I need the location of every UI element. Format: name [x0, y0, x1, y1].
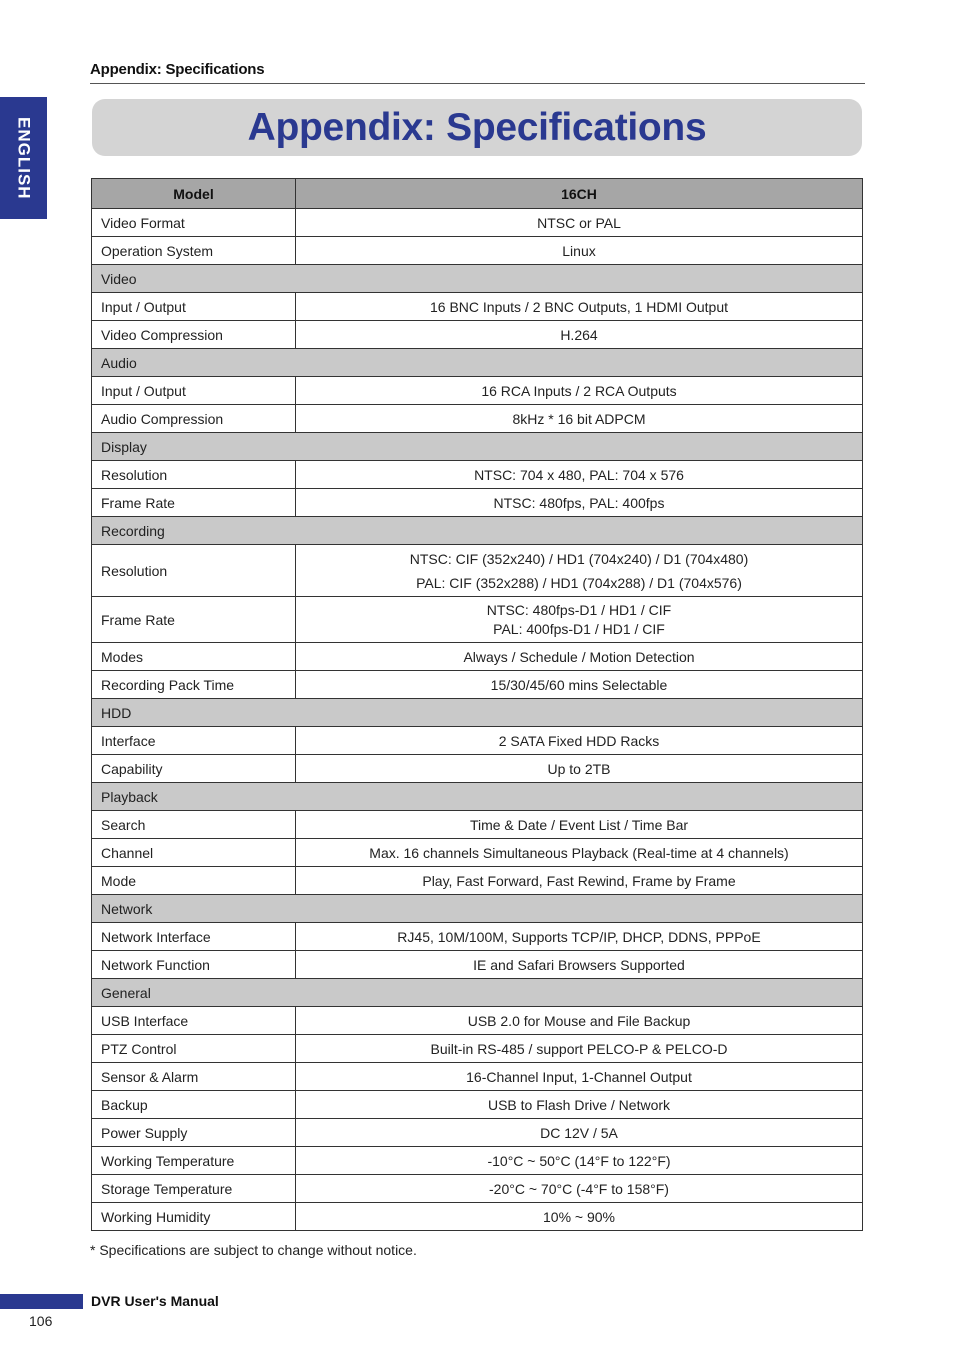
table-row: [92, 867, 863, 895]
spec-label: Operation System: [92, 237, 296, 265]
column-header-model: Model: [92, 179, 296, 209]
spec-label: Recording Pack Time: [92, 671, 296, 699]
spec-value: 2 SATA Fixed HDD Racks: [296, 727, 863, 755]
spec-value: RJ45, 10M/100M, Supports TCP/IP, DHCP, DDNS, PPPoE: [296, 923, 863, 951]
table-row: [92, 671, 863, 699]
table-row: [92, 755, 863, 783]
table-row: [92, 209, 863, 237]
spec-label: Network Interface: [92, 923, 296, 951]
section-title: Video: [92, 265, 863, 293]
spec-value: NTSC: 480fps, PAL: 400fps: [296, 489, 863, 517]
table-row: [92, 643, 863, 671]
spec-value-line: PAL: 400fps-D1 / HD1 / CIF: [493, 620, 665, 637]
spec-label: Network Function: [92, 951, 296, 979]
spec-value: NTSC or PAL: [296, 209, 863, 237]
section-header-row: [92, 699, 863, 727]
spec-label: Channel: [92, 839, 296, 867]
spec-label: Mode: [92, 867, 296, 895]
spec-label: Search: [92, 811, 296, 839]
table-row: [92, 839, 863, 867]
section-header-row: [92, 517, 863, 545]
spec-label: Storage Temperature: [92, 1175, 296, 1203]
spec-label: Resolution: [92, 461, 296, 489]
spec-value: [296, 597, 863, 643]
section-title: Network: [92, 895, 863, 923]
section-header-row: [92, 265, 863, 293]
spec-value: -10°C ~ 50°C (14°F to 122°F): [296, 1147, 863, 1175]
table-row: [92, 811, 863, 839]
spec-label: Capability: [92, 755, 296, 783]
footnote: * Specifications are subject to change without notice.: [90, 1242, 417, 1258]
page-title: Appendix: Specifications: [247, 105, 707, 149]
section-title: General: [92, 979, 863, 1007]
spec-value: 16 RCA Inputs / 2 RCA Outputs: [296, 377, 863, 405]
spec-label: Interface: [92, 727, 296, 755]
section-header-row: [92, 349, 863, 377]
section-header-row: [92, 895, 863, 923]
spec-value: 15/30/45/60 mins Selectable: [296, 671, 863, 699]
spec-value: 16-Channel Input, 1-Channel Output: [296, 1063, 863, 1091]
spec-label: Input / Output: [92, 293, 296, 321]
spec-value: Up to 2TB: [296, 755, 863, 783]
table-row: [92, 1203, 863, 1231]
spec-value: Always / Schedule / Motion Detection: [296, 643, 863, 671]
spec-value: Time & Date / Event List / Time Bar: [296, 811, 863, 839]
spec-value: [296, 545, 863, 597]
footer-accent-bar: [0, 1294, 83, 1309]
spec-label: PTZ Control: [92, 1035, 296, 1063]
section-title: Recording: [92, 517, 863, 545]
spec-label: Modes: [92, 643, 296, 671]
spec-label: Input / Output: [92, 377, 296, 405]
spec-value: Play, Fast Forward, Fast Rewind, Frame by Frame: [296, 867, 863, 895]
spec-value: DC 12V / 5A: [296, 1119, 863, 1147]
footer-manual-title: DVR User's Manual: [91, 1293, 219, 1309]
running-header: Appendix: Specifications: [90, 61, 265, 78]
column-header-16ch: 16CH: [296, 179, 863, 209]
header-divider: [90, 83, 865, 84]
table-row: [92, 597, 863, 643]
table-row: [92, 1147, 863, 1175]
table-row: [92, 321, 863, 349]
table-header-row: [92, 179, 863, 209]
spec-value: 10% ~ 90%: [296, 1203, 863, 1231]
spec-value: H.264: [296, 321, 863, 349]
section-title: HDD: [92, 699, 863, 727]
table-row: [92, 489, 863, 517]
table-row: [92, 461, 863, 489]
table-row: [92, 545, 863, 597]
spec-label: Frame Rate: [92, 489, 296, 517]
spec-value: NTSC: 704 x 480, PAL: 704 x 576: [296, 461, 863, 489]
table-row: [92, 405, 863, 433]
spec-label: USB Interface: [92, 1007, 296, 1035]
table-row: [92, 237, 863, 265]
section-title: Audio: [92, 349, 863, 377]
section-title: Playback: [92, 783, 863, 811]
spec-label: Frame Rate: [92, 597, 296, 643]
table-row: [92, 1035, 863, 1063]
specifications-table: [91, 178, 863, 1231]
spec-value: 8kHz * 16 bit ADPCM: [296, 405, 863, 433]
table-row: [92, 951, 863, 979]
spec-label: Working Humidity: [92, 1203, 296, 1231]
language-tab: [0, 97, 47, 219]
table-row: [92, 1063, 863, 1091]
section-header-row: [92, 783, 863, 811]
page-number: 106: [29, 1313, 53, 1329]
spec-value-line: NTSC: CIF (352x240) / HD1 (704x240) / D1 (704x480): [409, 550, 749, 567]
table-row: [92, 293, 863, 321]
section-header-row: [92, 433, 863, 461]
spec-label: Audio Compression: [92, 405, 296, 433]
spec-value: USB 2.0 for Mouse and File Backup: [296, 1007, 863, 1035]
spec-value: USB to Flash Drive / Network: [296, 1091, 863, 1119]
spec-value: Max. 16 channels Simultaneous Playback (Real-time at 4 channels): [296, 839, 863, 867]
spec-label: Video Compression: [92, 321, 296, 349]
spec-label: Working Temperature: [92, 1147, 296, 1175]
table-row: [92, 727, 863, 755]
spec-label: Resolution: [92, 545, 296, 597]
table-row: [92, 1175, 863, 1203]
language-tab-label: ENGLISH: [14, 116, 34, 200]
table-row: [92, 1091, 863, 1119]
table-row: [92, 1007, 863, 1035]
spec-value-line: PAL: CIF (352x288) / HD1 (704x288) / D1 (704x576): [416, 574, 742, 591]
spec-value-line: NTSC: 480fps-D1 / HD1 / CIF: [486, 601, 672, 618]
spec-value: -20°C ~ 70°C (-4°F to 158°F): [296, 1175, 863, 1203]
table-row: [92, 923, 863, 951]
spec-label: Backup: [92, 1091, 296, 1119]
spec-label: Power Supply: [92, 1119, 296, 1147]
table-row: [92, 1119, 863, 1147]
title-banner: [92, 99, 862, 156]
table-row: [92, 377, 863, 405]
section-header-row: [92, 979, 863, 1007]
section-title: Display: [92, 433, 863, 461]
spec-value: IE and Safari Browsers Supported: [296, 951, 863, 979]
spec-value: 16 BNC Inputs / 2 BNC Outputs, 1 HDMI Output: [296, 293, 863, 321]
spec-value: Built-in RS-485 / support PELCO-P & PELCO-D: [296, 1035, 863, 1063]
spec-label: Video Format: [92, 209, 296, 237]
spec-label: Sensor & Alarm: [92, 1063, 296, 1091]
spec-value: Linux: [296, 237, 863, 265]
